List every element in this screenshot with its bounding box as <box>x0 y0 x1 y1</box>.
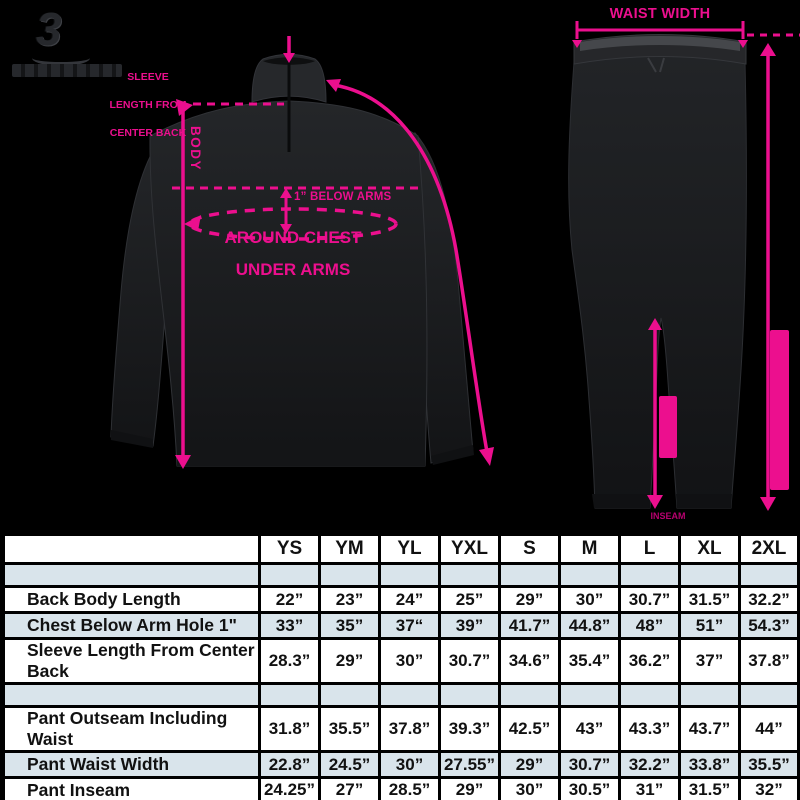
spacer-cell <box>740 684 800 707</box>
size-column-header: YS <box>260 534 320 564</box>
sleeve-label-line2: LENGTH FROM <box>109 99 187 111</box>
size-value-cell: 37” <box>680 639 740 684</box>
measurement-row <box>3 613 800 639</box>
size-value-cell: 37“ <box>380 613 440 639</box>
spacer-cell <box>260 564 320 587</box>
jacket-hem-band <box>177 450 425 466</box>
body-length-label: BODY <box>188 126 203 172</box>
row-label: Back Body Length <box>3 587 260 613</box>
spacer-cell <box>500 564 560 587</box>
size-value-cell: 37.8” <box>380 707 440 752</box>
row-label: Pant Inseam <box>3 778 260 800</box>
spacer-cell <box>500 684 560 707</box>
size-value-cell: 22” <box>260 587 320 613</box>
spacer-cell <box>380 684 440 707</box>
brand-logo <box>10 3 130 76</box>
pants-graphic <box>569 35 747 509</box>
size-table-header <box>3 534 800 564</box>
size-value-cell: 28.3” <box>260 639 320 684</box>
size-value-cell: 37.8” <box>740 639 800 684</box>
sleeve-length-label <box>104 70 192 140</box>
size-value-cell: 24” <box>380 587 440 613</box>
size-value-cell: 34.6” <box>500 639 560 684</box>
spacer-cell <box>440 564 500 587</box>
spacer-row <box>3 684 800 707</box>
around-chest-line1: AROUND CHEST <box>224 228 362 247</box>
size-value-cell: 33” <box>260 613 320 639</box>
spacer-cell <box>3 564 260 587</box>
size-value-cell: 30.7” <box>560 752 620 778</box>
size-value-cell: 29” <box>440 778 500 800</box>
pants-legs <box>569 55 747 508</box>
spacer-cell <box>560 684 620 707</box>
size-value-cell: 29” <box>500 587 560 613</box>
size-value-cell: 30” <box>380 639 440 684</box>
size-value-cell: 29” <box>320 639 380 684</box>
size-value-cell: 33.8” <box>680 752 740 778</box>
size-value-cell: 51” <box>680 613 740 639</box>
row-label: Pant Outseam Including Waist <box>3 707 260 752</box>
size-value-cell: 31.5” <box>680 587 740 613</box>
pants-left-hem <box>592 494 650 508</box>
spacer-cell <box>560 564 620 587</box>
size-value-cell: 48” <box>620 613 680 639</box>
size-value-cell: 24.5” <box>320 752 380 778</box>
spacer-cell <box>380 564 440 587</box>
size-value-cell: 30” <box>500 778 560 800</box>
size-header-corner <box>3 534 260 564</box>
size-value-cell: 31” <box>620 778 680 800</box>
size-value-cell: 43” <box>560 707 620 752</box>
sleeve-label-line1: SLEEVE <box>127 71 169 83</box>
size-value-cell: 35.4” <box>560 639 620 684</box>
size-value-cell: 36.2” <box>620 639 680 684</box>
size-value-cell: 43.3” <box>620 707 680 752</box>
spacer-cell <box>3 684 260 707</box>
size-value-cell: 30” <box>560 587 620 613</box>
pants-right-hem <box>676 494 732 508</box>
size-table <box>0 531 800 800</box>
size-column-header: S <box>500 534 560 564</box>
size-value-cell: 43.7” <box>680 707 740 752</box>
spacer-cell <box>680 684 740 707</box>
measurement-row <box>3 752 800 778</box>
size-value-cell: 30.5” <box>560 778 620 800</box>
spacer-cell <box>740 564 800 587</box>
measurement-row <box>3 778 800 800</box>
size-value-cell: 27.55” <box>440 752 500 778</box>
below-arms-label: 1” BELOW ARMS <box>294 191 392 203</box>
size-value-cell: 42.5” <box>500 707 560 752</box>
size-column-header: YXL <box>440 534 500 564</box>
size-value-cell: 30.7” <box>440 639 500 684</box>
row-label: Chest Below Arm Hole 1" <box>3 613 260 639</box>
size-value-cell: 30.7” <box>620 587 680 613</box>
spacer-cell <box>620 684 680 707</box>
size-column-header: L <box>620 534 680 564</box>
size-value-cell: 35.5” <box>740 752 800 778</box>
size-value-cell: 44.8” <box>560 613 620 639</box>
size-value-cell: 41.7” <box>500 613 560 639</box>
size-value-cell: 29” <box>500 752 560 778</box>
waist-width-label: WAIST WIDTH <box>609 6 711 22</box>
size-value-cell: 24.25” <box>260 778 320 800</box>
spacer-cell <box>680 564 740 587</box>
size-value-cell: 31.5” <box>680 778 740 800</box>
outseam-line <box>760 43 789 511</box>
size-header-row <box>3 534 800 564</box>
size-column-header: XL <box>680 534 740 564</box>
size-column-header: 2XL <box>740 534 800 564</box>
spacer-cell <box>260 684 320 707</box>
size-value-cell: 39.3” <box>440 707 500 752</box>
size-column-header: YL <box>380 534 440 564</box>
row-label: Sleeve Length From Center Back <box>3 639 260 684</box>
spacer-cell <box>620 564 680 587</box>
around-chest-line2: UNDER ARMS <box>235 260 351 279</box>
size-value-cell: 35” <box>320 613 380 639</box>
inseam-small-label: INSEAM <box>650 511 686 521</box>
size-column-header: YM <box>320 534 380 564</box>
size-value-cell: 32.2” <box>620 752 680 778</box>
size-value-cell: 35.5” <box>320 707 380 752</box>
spacer-cell <box>320 684 380 707</box>
size-value-cell: 32.2” <box>740 587 800 613</box>
size-value-cell: 39” <box>440 613 500 639</box>
size-value-cell: 44” <box>740 707 800 752</box>
sleeve-label-line3: CENTER BACK <box>109 127 187 139</box>
row-label: Pant Waist Width <box>3 752 260 778</box>
spacer-cell <box>320 564 380 587</box>
spacer-cell <box>440 684 500 707</box>
size-value-cell: 22.8” <box>260 752 320 778</box>
spacer-row <box>3 564 800 587</box>
size-value-cell: 32” <box>740 778 800 800</box>
size-column-header: M <box>560 534 620 564</box>
size-value-cell: 23” <box>320 587 380 613</box>
size-value-cell: 54.3” <box>740 613 800 639</box>
size-value-cell: 31.8” <box>260 707 320 752</box>
around-chest-label <box>193 230 393 278</box>
measurement-row <box>3 707 800 752</box>
brand-logo-glyph: 3 <box>36 3 62 55</box>
measurement-row <box>3 639 800 684</box>
size-value-cell: 25” <box>440 587 500 613</box>
size-value-cell: 27” <box>320 778 380 800</box>
measurement-row <box>3 587 800 613</box>
size-table-body <box>3 564 800 800</box>
size-value-cell: 30” <box>380 752 440 778</box>
size-value-cell: 28.5” <box>380 778 440 800</box>
